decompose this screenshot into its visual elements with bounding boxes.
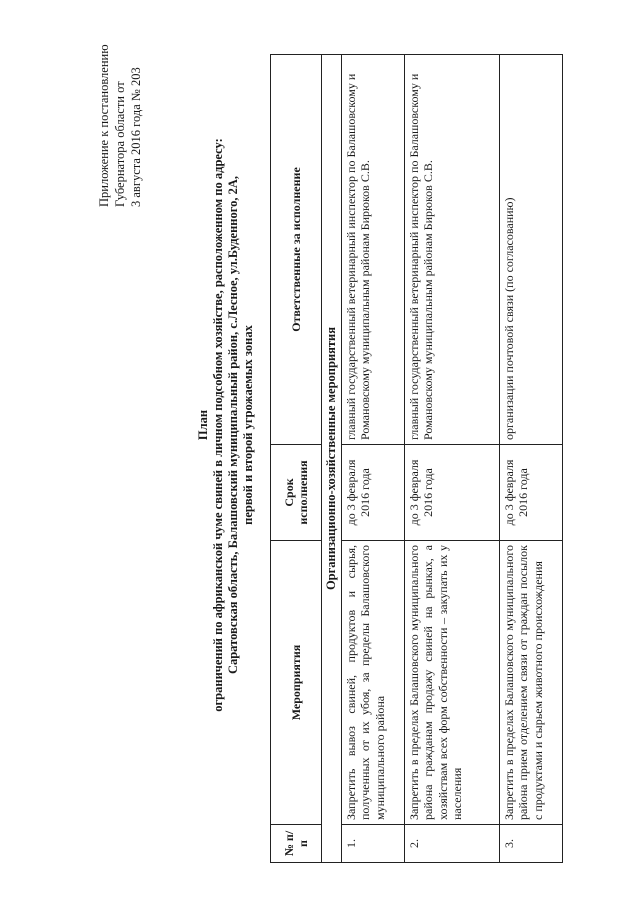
row-deadline: до 3 февраля 2016 года bbox=[341, 445, 404, 541]
document-title bbox=[196, 45, 256, 805]
section-title: Организационно-хозяйственные мероприятия bbox=[322, 55, 342, 863]
row-num: 2. bbox=[404, 825, 499, 863]
row-event: Запретить в пределах Балашовского муниципального района прием отделением связи от граждан посылок с продуктами и сырьем животного происхождения bbox=[499, 541, 562, 825]
header-event: Мероприятия bbox=[271, 541, 322, 825]
header-responsible: Ответственные за исполнение bbox=[271, 55, 322, 445]
table-header-row bbox=[271, 55, 322, 863]
approval-line-2: Губернатора области от bbox=[113, 81, 127, 207]
header-num: № п/п bbox=[271, 825, 322, 863]
row-event: Запретить вывоз свиней, продуктов и сырья, полученных от их убоя, за пределы Балашовского муниципального района bbox=[341, 541, 404, 825]
table-row bbox=[341, 55, 404, 863]
row-responsible: организации почтовой связи (по согласованию) bbox=[499, 55, 562, 445]
row-responsible: главный государственный ветеринарный инспектор по Балашовскому и Романовскому муниципальным районам Бирюков С.В. bbox=[341, 55, 404, 445]
section-row bbox=[322, 55, 342, 863]
row-deadline: до 3 февраля 2016 года bbox=[404, 445, 499, 541]
title-line-2: ограничений по африканской чуме свиней в личном подсобном хозяйстве, расположенном по адресу: bbox=[211, 138, 225, 712]
title-line-1: План bbox=[196, 409, 210, 441]
table-row bbox=[404, 55, 499, 863]
row-num: 1. bbox=[341, 825, 404, 863]
table-row bbox=[499, 55, 562, 863]
row-responsible: главный государственный ветеринарный инспектор по Балашовскому и Романовскому муниципальным районам Бирюков С.В. bbox=[404, 55, 499, 445]
row-deadline: до 3 февраля 2016 года bbox=[499, 445, 562, 541]
approval-block bbox=[96, 44, 144, 207]
header-deadline: Срок исполнения bbox=[271, 445, 322, 541]
measures-table bbox=[270, 54, 563, 863]
title-line-3: Саратовская область, Балашовский муниципальный район, с.Лесное, ул.Буденного, 2А, bbox=[226, 175, 240, 675]
row-event: Запретить в пределах Балашовского муниципального района гражданам продажу свиней на рынках, а хозяйствам всех форм собственности – закупать их у населения bbox=[404, 541, 499, 825]
row-num: 3. bbox=[499, 825, 562, 863]
title-line-4: первой и второй угрожаемых зонах bbox=[241, 325, 255, 525]
approval-line-3: 3 августа 2016 года № 203 bbox=[129, 67, 143, 207]
approval-line-1: Приложение к постановлению bbox=[97, 44, 111, 207]
